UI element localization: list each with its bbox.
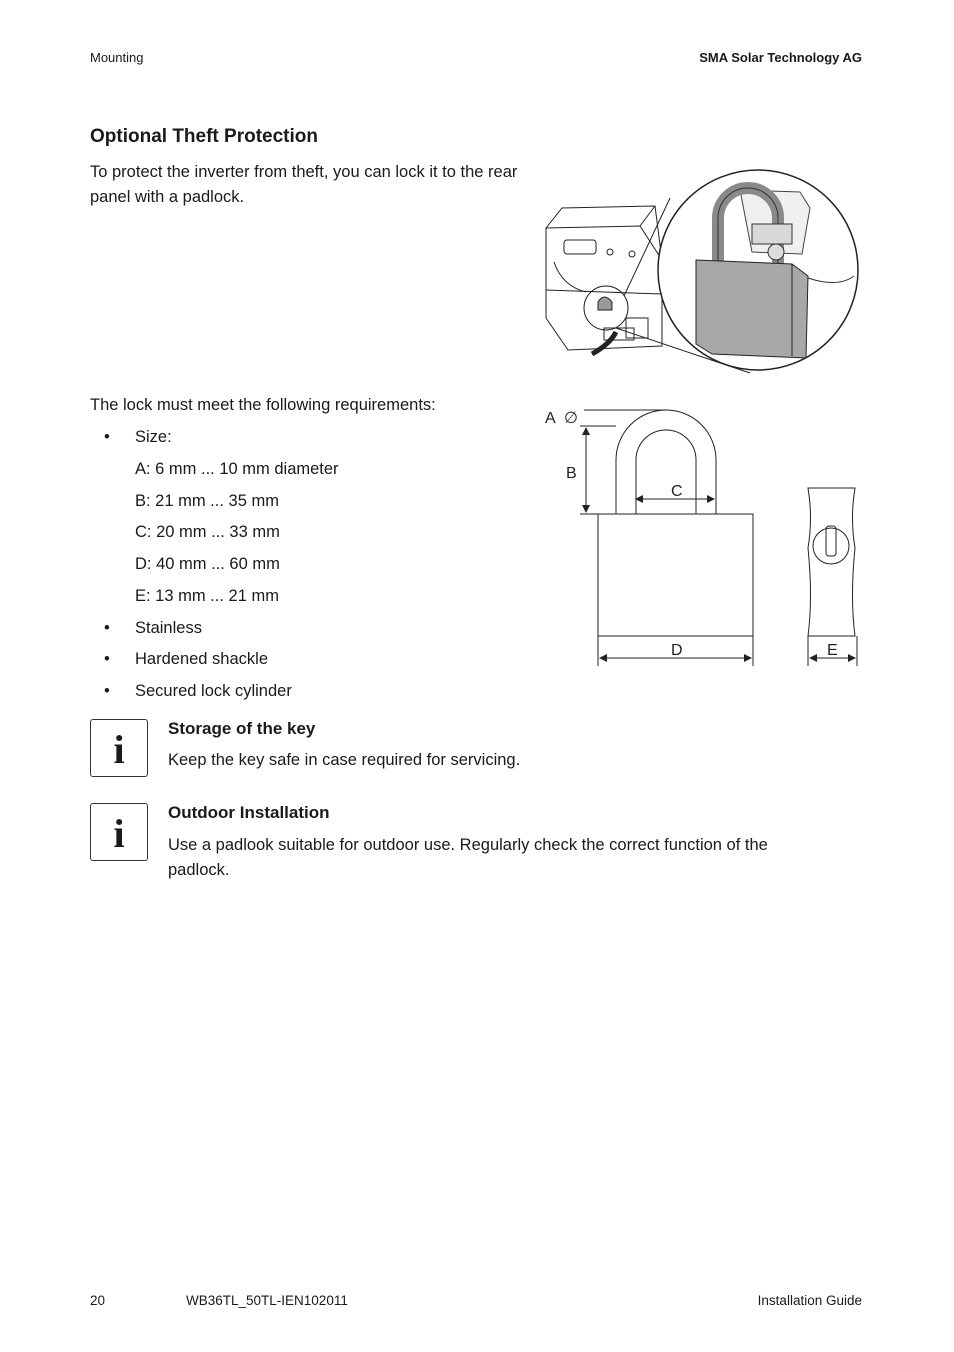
padlock-dimension-diagram [540,398,862,670]
header-company: SMA Solar Technology AG [699,50,862,65]
page-title: Optional Theft Protection [90,126,318,147]
info-icon-glyph: i [113,727,125,772]
intro-paragraph: To protect the inverter from theft, you can lock it to the rear panel with a padlock. [90,163,518,206]
requirements-intro: The lock must meet the following requirements: [90,396,436,414]
header-section: Mounting [90,50,144,65]
label-e: E [827,642,838,659]
magnified-lock-view [658,170,858,370]
info-icon-glyph: i [113,811,125,856]
bullet-stainless: • [104,619,110,637]
size-b: B: 21 mm ... 35 mm [135,492,279,510]
requirement-secured-cylinder: Secured lock cylinder [135,682,292,700]
bullet-size: • [104,428,110,446]
size-c: C: 20 mm ... 33 mm [135,523,280,541]
label-c: C [671,483,683,500]
page-number: 20 [90,1293,106,1308]
inverter-padlock-illustration [540,168,862,378]
label-b: B [566,465,577,482]
size-d: D: 40 mm ... 60 mm [135,555,280,573]
note-title-key: Storage of the key [168,719,316,738]
bullet-cylinder: • [104,682,110,700]
requirement-hardened-shackle: Hardened shackle [135,650,268,668]
info-icon [90,803,148,861]
label-diameter: ∅ [564,410,578,427]
note-text-outdoor: Use a padlook suitable for outdoor use. Regularly check the correct function of the padlock. [168,836,768,879]
note-title-outdoor: Outdoor Installation [168,803,330,822]
guide-name: Installation Guide [757,1293,862,1308]
size-e: E: 13 mm ... 21 mm [135,587,279,605]
info-icon [90,719,148,777]
requirement-size-label: Size: [135,428,172,446]
note-text-key: Keep the key safe in case required for servicing. [168,751,521,769]
requirement-stainless: Stainless [135,619,202,637]
label-a: A [545,410,556,427]
document-id: WB36TL_50TL-IEN102011 [186,1293,348,1308]
label-d: D [671,642,683,659]
bullet-shackle: • [104,650,110,668]
size-a: A: 6 mm ... 10 mm diameter [135,460,339,478]
